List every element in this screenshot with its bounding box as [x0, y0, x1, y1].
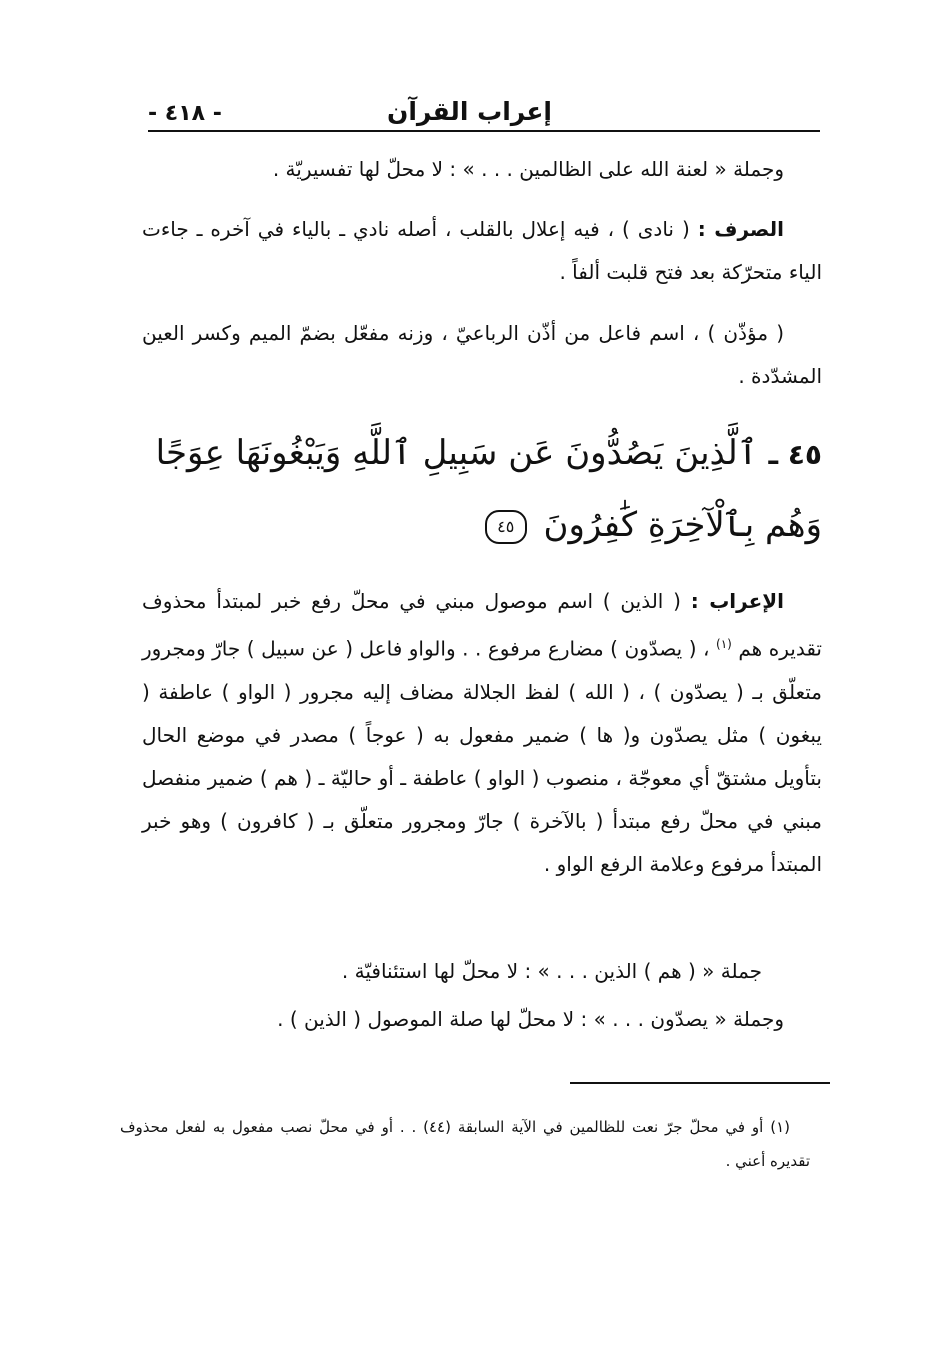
sentence-paragraph-1	[142, 148, 822, 191]
footnote-reference: (١)	[716, 637, 732, 651]
verse-number: ٤٥ ـ	[768, 438, 822, 471]
sentence-text: وجملة « لعنة الله على الظالمين . . . » : لا محلّ لها تفسيريّة .	[272, 157, 784, 181]
running-title: إعراب القرآن	[386, 97, 552, 126]
sarf-text: ( نادى ) ، فيه إعلال بالقلب ، أصله نادي ـ بالياء في آخره ـ جاءت الياء متحرّكة بعد فتح قلبت ألفاً .	[142, 217, 822, 284]
sentence-line-1: جملة « ( هم ) الذين . . . » : لا محلّ لها استئنافيّة .	[341, 959, 762, 983]
irab-label: الإعراب :	[690, 589, 784, 613]
quran-verse	[140, 418, 822, 560]
sarf-label: الصرف :	[697, 217, 784, 241]
ayah-end-mark: ٤٥	[485, 510, 527, 544]
footnote	[120, 1110, 810, 1178]
page-number: - ٤١٨ -	[148, 101, 222, 126]
page-header	[148, 78, 820, 126]
muadhin-text: ( مؤذّن ) ، اسم فاعل من أذّن الرباعيّ ، وزنه مفعّل بضمّ الميم وكسر العين المشدّدة .	[142, 321, 822, 388]
footnote-text: (١) أو في محلّ جرّ نعت للظالمين في الآية السابقة (٤٤) . . أو في محلّ نصب مفعول به لفعل محذوف تقديره أعني .	[120, 1118, 810, 1170]
sarf-paragraph	[142, 208, 822, 294]
header-rule	[148, 130, 820, 132]
sentence-line-2: وجملة « يصدّون . . . » : لا محلّ لها صلة الموصول ( الذين ) .	[277, 1007, 784, 1031]
irab-paragraph	[142, 580, 822, 886]
verse-text: ٱلَّذِينَ يَصُدُّونَ عَن سَبِيلِ ٱللَّهِ وَيَبْغُونَهَا عِوَجًا وَهُم بِٱلْآخِرَةِ كَٰفِرُونَ	[155, 433, 822, 545]
irab-text-1: ( الذين ) اسم موصول مبني في محلّ رفع خبر لمبتدأ محذوف تقديره هم	[142, 589, 822, 661]
muadhin-paragraph	[142, 312, 822, 398]
sentence-paragraph-2	[142, 950, 822, 993]
sentence-paragraph-3	[142, 998, 822, 1041]
footnote-rule	[570, 1082, 830, 1084]
irab-text-2: ، ( يصدّون ) مضارع مرفوع . . والواو فاعل ( عن سبيل ) جارّ ومجرور متعلّق بـ ( يصدّون ) ، ( الله ) لفظ الجلالة مضاف إليه مجرور ( الواو ) عاطفة ( يبغون ) مثل يصدّون و( ها ) ضمير مفعول به ( عوجاً ) مصدر في موضع الحال بتأويل مشتقّ أي معوجّة ، منصوب ( الواو ) عاطفة ـ أو حاليّة ـ ( هم ) ضمير منفصل مبني في محلّ رفع مبتدأ ( بالآخرة ) جارّ ومجرور متعلّق بـ ( كافرون ) وهو خبر المبتدأ مرفوع وعلامة الرفع الواو .	[142, 636, 822, 876]
